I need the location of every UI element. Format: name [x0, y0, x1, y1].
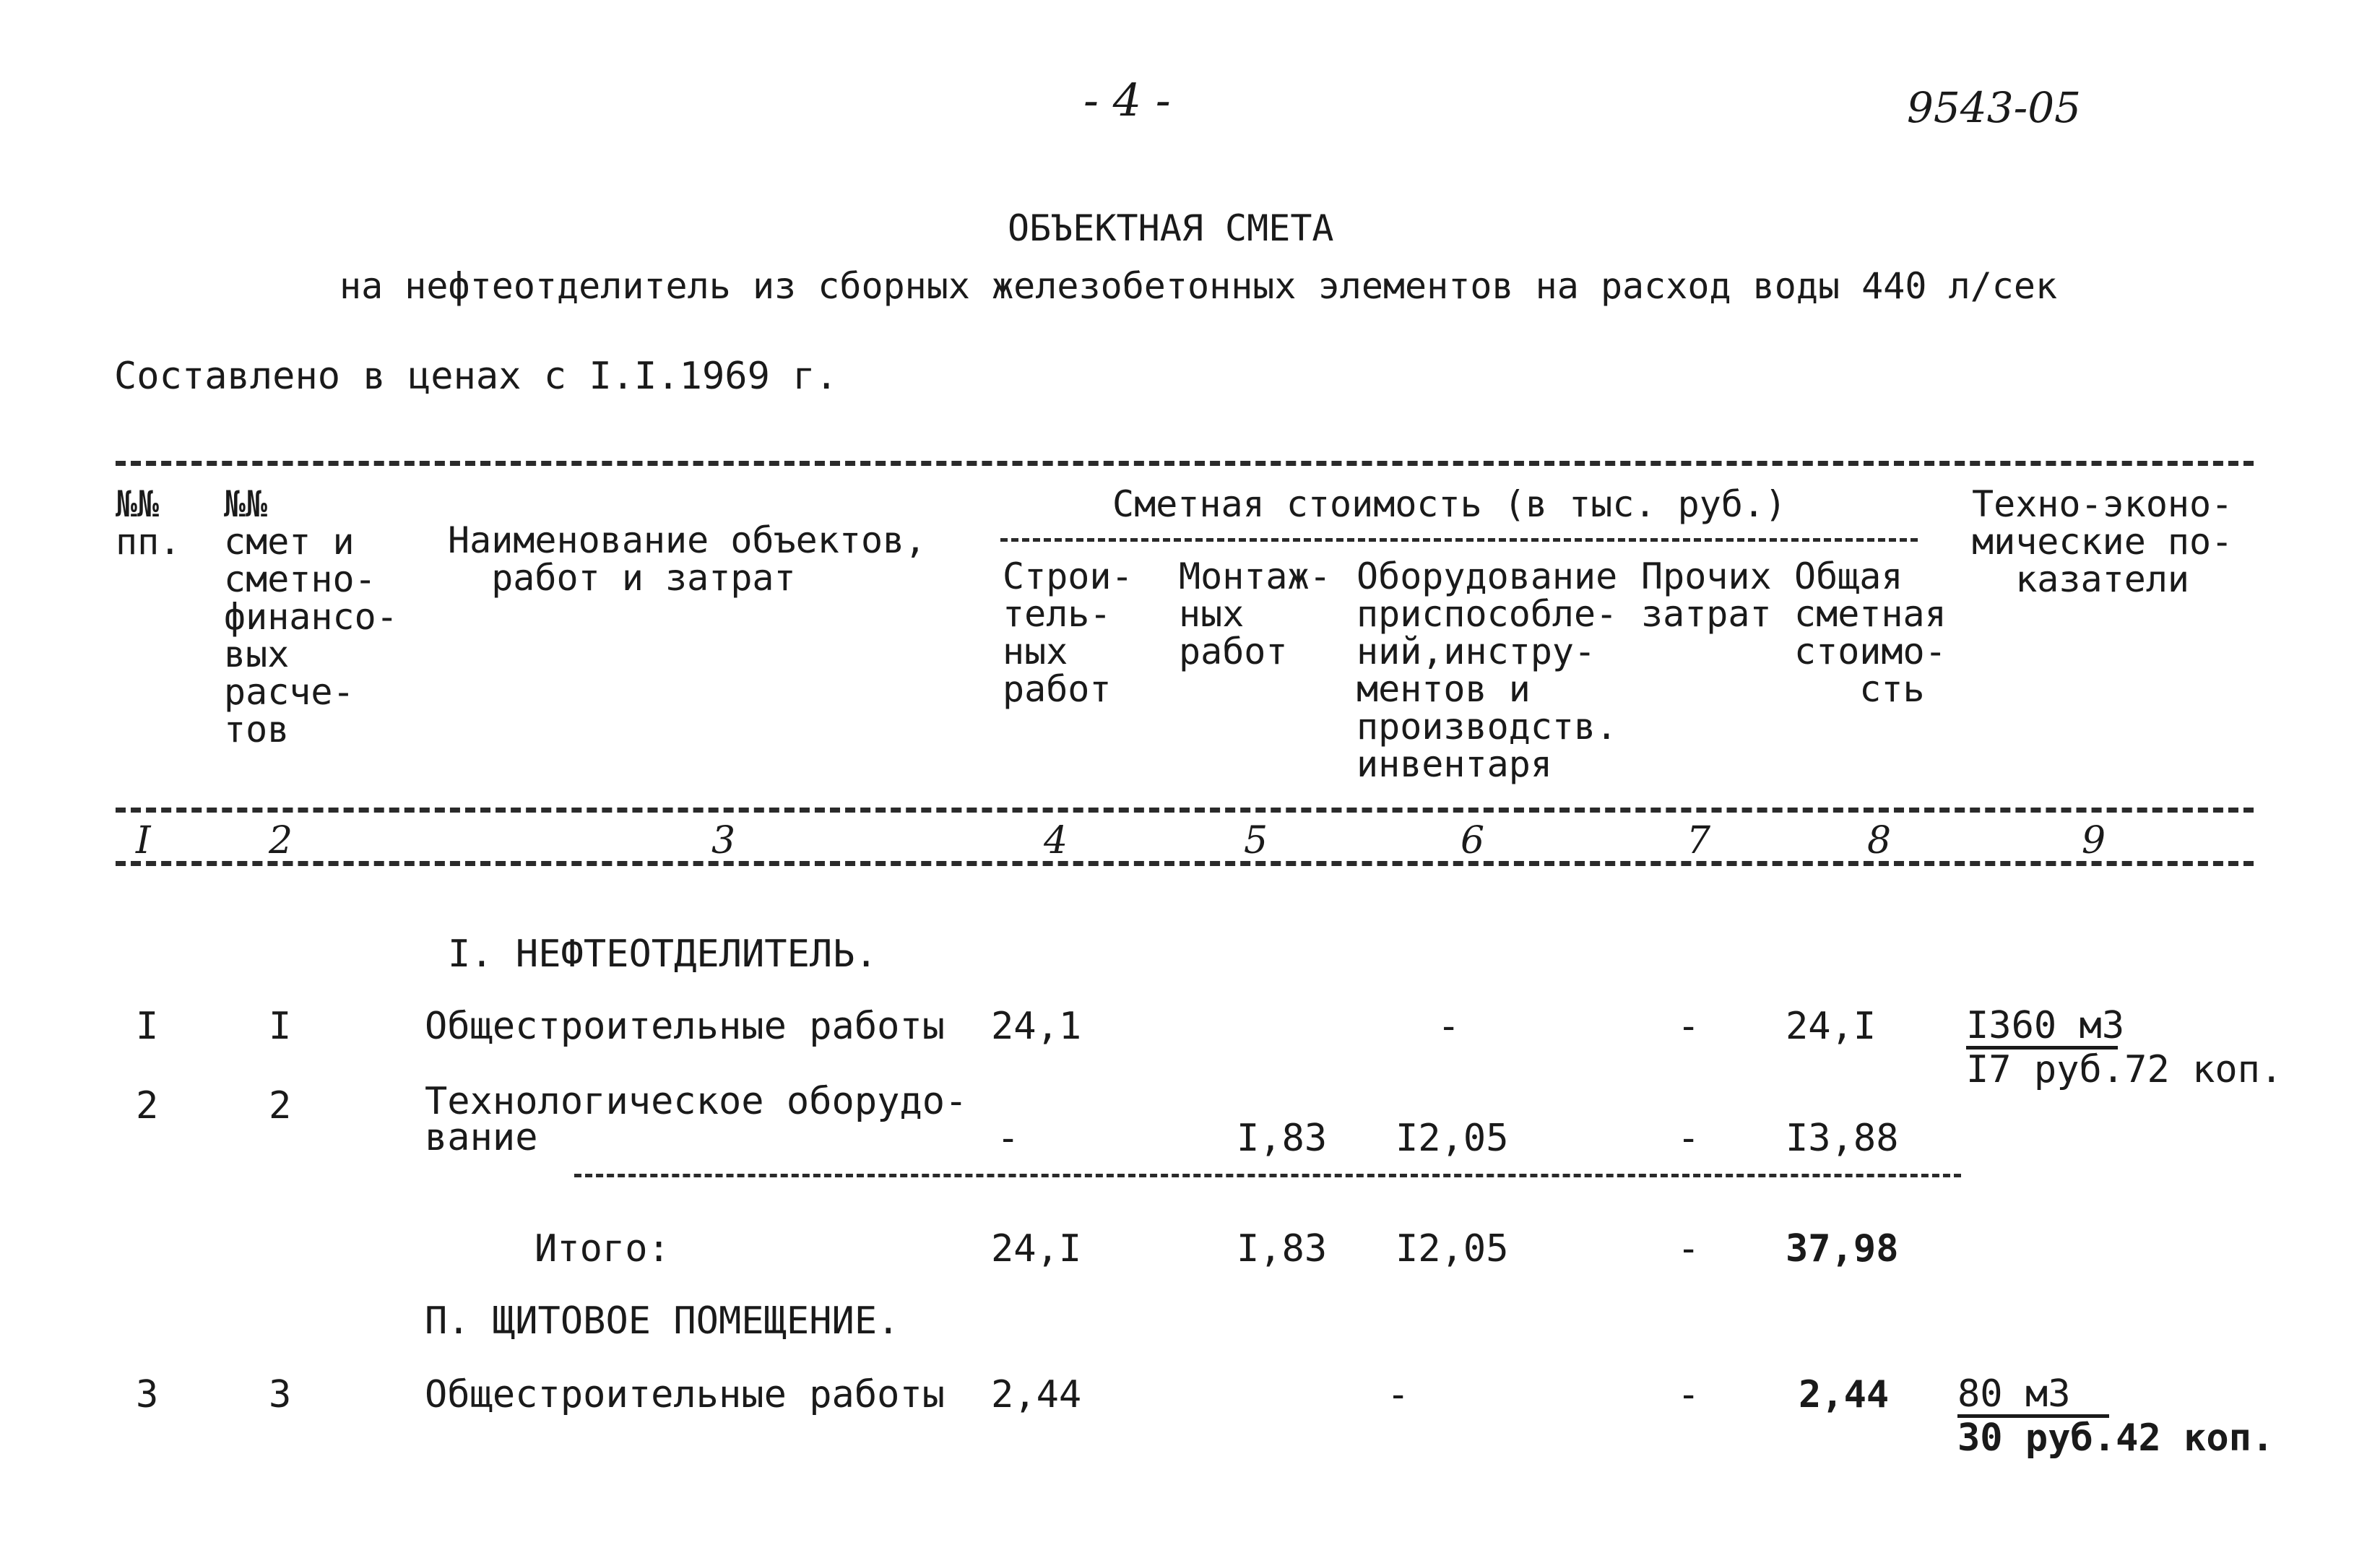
column-number-6: 6	[1461, 819, 1485, 862]
section-title: I. НЕФТЕОТДЕЛИТЕЛЬ.	[448, 932, 878, 976]
subtotal-rule	[574, 1174, 1961, 1177]
indicator-fraction	[1957, 1374, 2274, 1458]
header-bottom-rule	[116, 808, 2254, 813]
work-name: Общестроительные работы	[425, 1005, 945, 1048]
column-number-3: 3	[711, 819, 736, 862]
total-cost: 2,44	[1799, 1373, 1890, 1416]
header-estimated-cost-group: Сметная стоимость (в тыс. руб.)	[1112, 483, 1787, 525]
document-title: ОБЪЕКТНАЯ СМЕТА	[1008, 207, 1334, 249]
column-number-7: 7	[1687, 819, 1711, 862]
document-code: 9543-05	[1907, 83, 2082, 132]
estimate-number: 3	[269, 1373, 292, 1416]
header-installation-works: Монтаж- ных работ	[1179, 555, 1331, 672]
estimate-number: I	[269, 1005, 292, 1048]
indicator-unit-cost: 30 руб.42 коп.	[1957, 1416, 2275, 1460]
estimate-number: 2	[269, 1084, 292, 1128]
equipment-cost: -	[1437, 1005, 1461, 1048]
indicator-unit-cost: I7 руб.72 коп.	[1966, 1048, 2283, 1091]
column-number-9: 9	[2082, 819, 2106, 862]
column-number-2: 2	[269, 819, 293, 862]
subtotal-equipment: I2,05	[1395, 1227, 1509, 1271]
header-estimate-number: №№ смет и сметно- финансо- вых расче- тов	[224, 483, 398, 750]
column-number-5: 5	[1244, 819, 1268, 862]
header-object-name: Наименование объектов, работ и затрат	[448, 519, 927, 599]
indicator-fraction	[1966, 1005, 2282, 1090]
cost-group-rule	[1000, 538, 1918, 542]
header-row-number: №№ пп.	[116, 483, 181, 563]
section-title: П. ЩИТОВОЕ ПОМЕЩЕНИЕ.	[425, 1299, 900, 1343]
document-subtitle: на нефтеотделитель из сборных железобетонных элементов на расход воды 440 л/сек	[339, 265, 2058, 307]
other-cost: -	[1677, 1117, 1700, 1160]
equipment-cost: I2,05	[1395, 1117, 1509, 1160]
column-number-1: I	[136, 819, 151, 862]
construction-cost: -	[997, 1117, 1020, 1160]
header-indicators: Техно-эконо- мические по- казатели	[1972, 483, 2233, 600]
row-number: I	[136, 1005, 159, 1048]
subtotal-installation: I,83	[1237, 1227, 1328, 1271]
other-cost: -	[1677, 1373, 1700, 1416]
work-name: Общестроительные работы	[425, 1373, 945, 1416]
table-top-rule	[116, 461, 2254, 466]
column-numbers-rule	[116, 861, 2254, 866]
row-number: 2	[136, 1084, 159, 1128]
installation-cost: I,83	[1237, 1117, 1328, 1160]
indicator-volume: 80 м3	[1957, 1374, 2109, 1418]
equipment-cost: -	[1387, 1373, 1410, 1416]
other-cost: -	[1677, 1005, 1700, 1048]
indicator-volume: I360 м3	[1966, 1005, 2118, 1050]
total-cost: 24,I	[1786, 1005, 1877, 1048]
work-name: Технологическое оборудо- вание	[425, 1080, 968, 1159]
column-number-8: 8	[1867, 819, 1892, 862]
header-equipment: Оборудование приспособле- ний,инстру- ментов и производств. инвентаря	[1356, 555, 1618, 785]
header-construction-works: Строи- тель- ных работ	[1003, 555, 1133, 710]
construction-cost: 2,44	[991, 1373, 1082, 1416]
subtotal-construction: 24,I	[991, 1227, 1082, 1271]
construction-cost: 24,1	[991, 1005, 1082, 1048]
header-total-cost: Общая сметная стоимо- сть	[1794, 555, 1947, 710]
prices-note: Составлено в ценах с I.I.1969 г.	[114, 355, 838, 398]
subtotal-total: 37,98	[1786, 1227, 1899, 1271]
subtotal-other: -	[1677, 1227, 1700, 1271]
column-number-4: 4	[1044, 819, 1068, 862]
header-other-costs: Прочих затрат	[1641, 555, 1772, 635]
page-number: - 4 -	[1083, 74, 1171, 126]
subtotal-label: Итого:	[535, 1227, 670, 1271]
total-cost: I3,88	[1786, 1117, 1899, 1160]
row-number: 3	[136, 1373, 159, 1416]
